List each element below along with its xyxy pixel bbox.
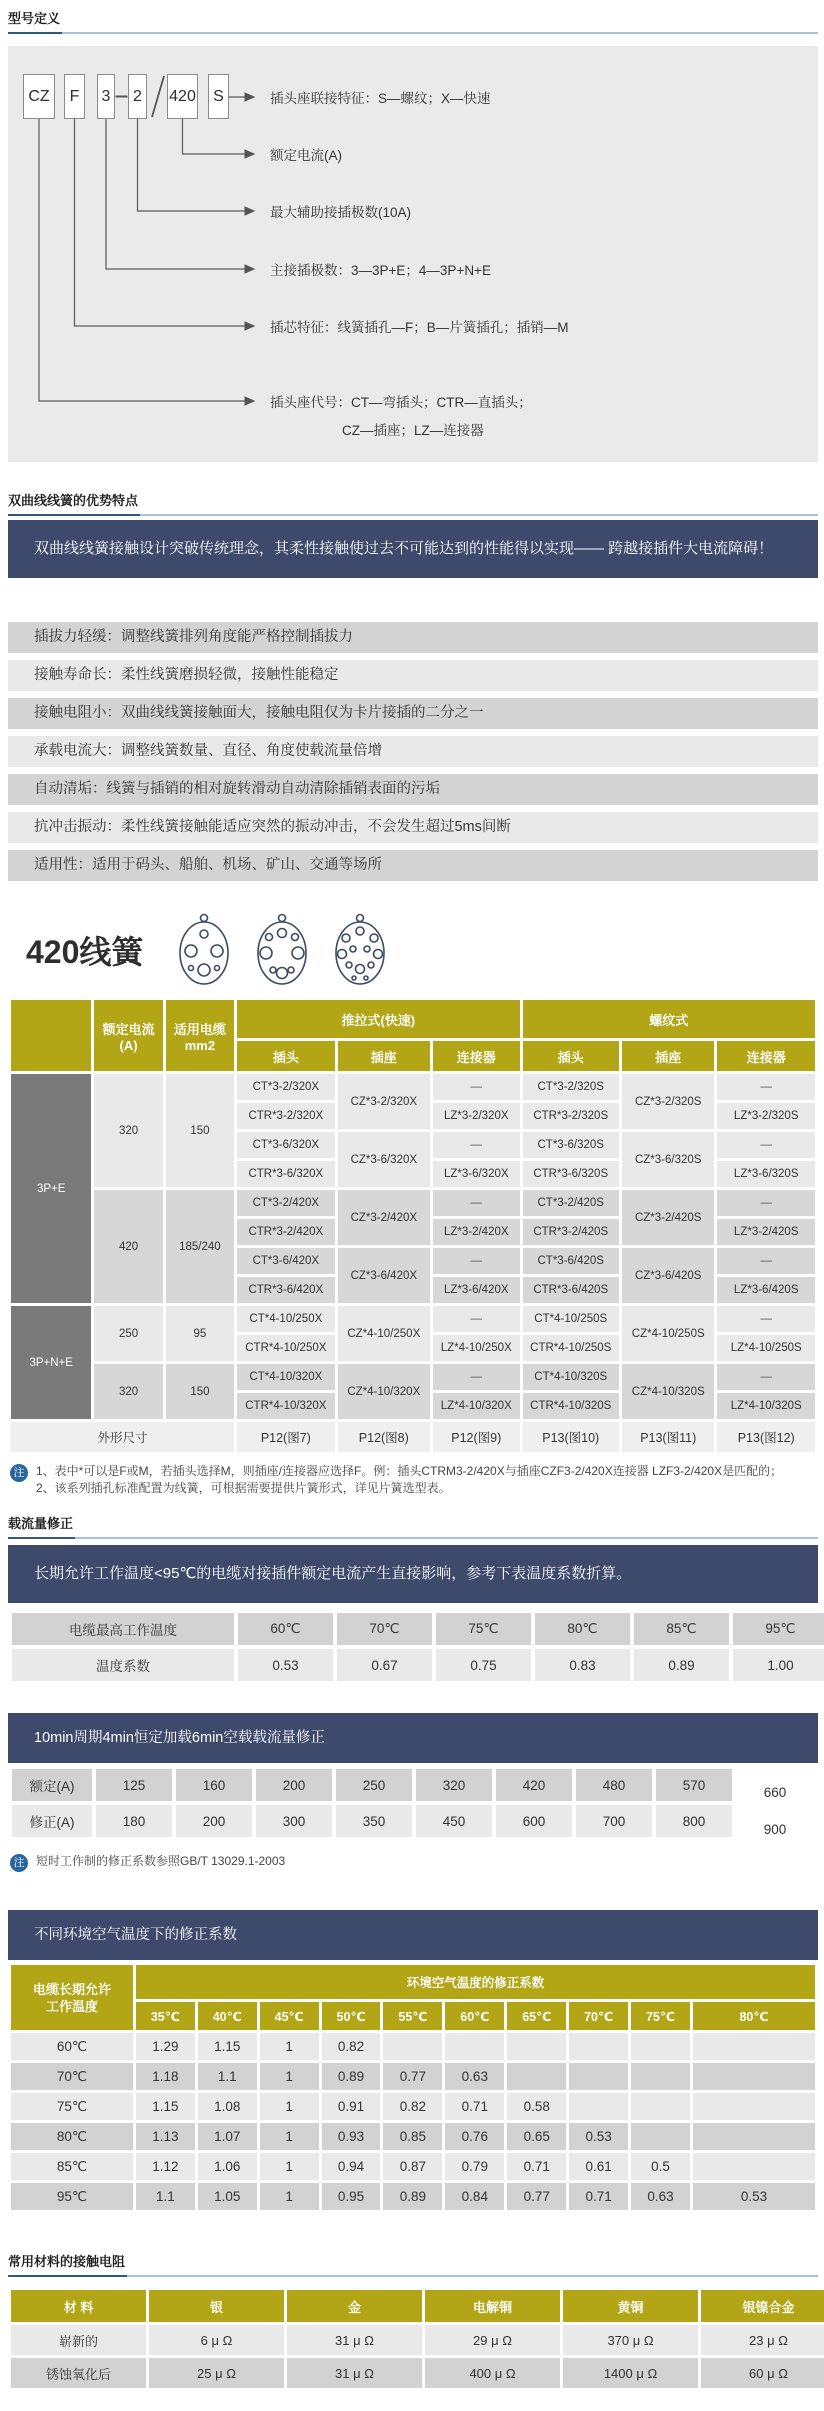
connector-face-icon-1 <box>177 912 231 988</box>
group-cell-3pe: 3P+E <box>11 1074 91 1303</box>
materials-table <box>8 2287 824 2391</box>
corrected-cell: 350 <box>336 1805 412 1837</box>
coeff-cell <box>631 2123 690 2150</box>
heading-rule <box>140 514 818 516</box>
row-label: 60℃ <box>11 2033 133 2060</box>
row-label: 80℃ <box>11 2123 133 2150</box>
model-cell: CTR*3-6/320X <box>237 1161 334 1187</box>
coeff-cell: 0.85 <box>383 2123 442 2150</box>
empty-dash-cell: — <box>433 1248 519 1274</box>
resistance-cell: 25 μ Ω <box>149 2358 284 2388</box>
row-label: 85℃ <box>11 2153 133 2180</box>
empty-dash-cell: — <box>433 1074 519 1100</box>
col-header-gold: 金 <box>287 2290 422 2322</box>
model-cell: CTR*3-2/420X <box>237 1219 334 1245</box>
coeff-cell: 0.63 <box>445 2063 504 2090</box>
row-label: 崭新的 <box>11 2325 146 2355</box>
coeff-cell: 0.75 <box>436 1649 531 1681</box>
model-cell: LZ*3-6/320S <box>717 1161 815 1187</box>
note-text: 短时工作制的修正系数参照GB/T 13029.1-2003 <box>36 1854 286 1868</box>
feature-item: 接触电阻小：双曲线线簧接触面大，接触电阻仅为卡片接插的二分之一 <box>8 698 818 729</box>
coeff-cell: 1.15 <box>198 2033 257 2060</box>
coeff-cell: 0.61 <box>569 2153 628 2180</box>
row-label: 70℃ <box>11 2063 133 2090</box>
model-cell: CTR*3-6/420X <box>237 1277 334 1303</box>
model-cell: CT*4-10/320S <box>523 1364 619 1390</box>
temp-cell: 85℃ <box>634 1613 729 1645</box>
col-header-push-pull: 推拉式(快速) <box>237 1000 519 1038</box>
header-unit: mm2 <box>184 1037 216 1053</box>
ambient-temp-header: 55℃ <box>383 2002 442 2030</box>
coeff-cell: 1.05 <box>198 2183 257 2210</box>
ambient-temp-header: 50℃ <box>322 2002 381 2030</box>
model-cell: CTR*3-6/320S <box>523 1161 619 1187</box>
label-rated-current: 额定电流(A) <box>270 148 342 163</box>
coeff-cell: 0.53 <box>569 2123 628 2150</box>
model-cell: CTR*3-2/320S <box>523 1103 619 1129</box>
heading-rule <box>62 32 818 34</box>
temp-cell: 80℃ <box>535 1613 630 1645</box>
resistance-cell: 31 μ Ω <box>287 2325 422 2355</box>
dim-cell: P12(图8) <box>338 1422 430 1452</box>
section-title: 载流量修正 <box>8 1513 75 1539</box>
label-code-line2: CZ—插座；LZ—连接器 <box>342 423 484 438</box>
temperature-coefficient-table <box>8 1609 824 1685</box>
label-core-feature: 插芯特征：线簧插孔—F；B—片簧插孔；插销—M <box>270 320 569 335</box>
resistance-cell: 23 μ Ω <box>701 2325 824 2355</box>
coeff-cell: 0.93 <box>322 2123 381 2150</box>
note-line: 2、该系列插孔标准配置为线簧，可根据需要提供片簧形式，详见片簧选型表。 <box>36 1481 451 1495</box>
outline-dims-label: 外形尺寸 <box>11 1422 234 1452</box>
note-icon: 注 <box>10 1464 28 1482</box>
temp-cell: 95℃ <box>733 1613 824 1645</box>
model-cell: CTR*4-10/250X <box>237 1335 334 1361</box>
coeff-cell: 0.53 <box>693 2183 815 2210</box>
label-aux-poles: 最大辅助接插极数(10A) <box>270 205 412 220</box>
section-title: 型号定义 <box>8 8 62 34</box>
col-header-rated-current <box>94 1000 162 1071</box>
ambient-temp-header: 80℃ <box>693 2002 815 2030</box>
model-cell: LZ*4-10/320S <box>717 1393 815 1419</box>
feature-item: 接触寿命长：柔性线簧磨损轻微，接触性能稳定 <box>8 660 818 691</box>
model-cell: CZ*3-6/320X <box>338 1132 430 1187</box>
coeff-cell <box>383 2033 442 2060</box>
coeff-cell: 0.71 <box>507 2153 566 2180</box>
dim-cell: P13(图12) <box>717 1422 815 1452</box>
model-cell: CTR*3-2/420S <box>523 1219 619 1245</box>
derating-banner-2: 10min周期4min恒定加载6min空载载流量修正 <box>8 1713 818 1763</box>
row-header: 额定(A) <box>12 1769 92 1801</box>
row-label: 锈蚀氧化后 <box>11 2358 146 2388</box>
coeff-cell: 0.71 <box>445 2093 504 2120</box>
extra-top-value: 660 <box>763 1785 787 1800</box>
resistance-cell: 1400 μ Ω <box>563 2358 698 2388</box>
empty-dash-cell: — <box>717 1364 815 1390</box>
col-header-cable-temp <box>11 1965 133 2030</box>
coeff-cell: 1.06 <box>198 2153 257 2180</box>
col-header-silver-nickel: 银镍合金 <box>701 2290 824 2322</box>
coeff-cell <box>693 2063 815 2090</box>
empty-dash-cell: — <box>433 1132 519 1158</box>
section-heading-advantages <box>8 490 818 516</box>
coeff-cell: 0.89 <box>383 2183 442 2210</box>
extra-values-cell <box>736 1769 814 1837</box>
product-heading-row <box>8 911 818 989</box>
col-header-plug: 插头 <box>523 1041 619 1071</box>
feature-item: 抗冲击振动：柔性线簧接触能适应突然的振动冲击，不会发生超过5ms间断 <box>8 812 818 843</box>
col-header-cable <box>166 1000 234 1071</box>
corrected-cell: 300 <box>256 1805 332 1837</box>
resistance-cell: 29 μ Ω <box>425 2325 560 2355</box>
empty-dash-cell: — <box>433 1306 519 1332</box>
dim-cell: P13(图11) <box>622 1422 714 1452</box>
header-line: 电缆长期允许 <box>32 1981 111 1997</box>
corrected-cell: 450 <box>416 1805 492 1837</box>
header-line: 工作温度 <box>45 1998 98 2014</box>
col-header-ambient-span: 环境空气温度的修正系数 <box>136 1965 815 1999</box>
cable-cell: 95 <box>166 1306 234 1361</box>
cable-cell: 150 <box>166 1074 234 1187</box>
coeff-cell: 0.82 <box>383 2093 442 2120</box>
dim-cell: P12(图7) <box>237 1422 334 1452</box>
rated-cell: 250 <box>336 1769 412 1801</box>
row-label: 95℃ <box>11 2183 133 2210</box>
note-icon: 注 <box>10 1854 28 1872</box>
col-header-plug: 插头 <box>237 1041 334 1071</box>
table-corner-cell <box>11 1000 91 1071</box>
coeff-cell: 1.1 <box>198 2063 257 2090</box>
coeff-cell: 0.82 <box>322 2033 381 2060</box>
coeff-cell <box>569 2033 628 2060</box>
empty-dash-cell: — <box>433 1190 519 1216</box>
coeff-cell: 1 <box>260 2033 319 2060</box>
section-heading-materials <box>8 2251 818 2277</box>
coeff-cell: 0.79 <box>445 2153 504 2180</box>
coeff-cell <box>569 2063 628 2090</box>
model-cell: CZ*3-2/420S <box>622 1190 714 1245</box>
coeff-cell: 0.87 <box>383 2153 442 2180</box>
coeff-cell <box>507 2063 566 2090</box>
coeff-cell: 0.94 <box>322 2153 381 2180</box>
note-text <box>36 1463 782 1497</box>
coeff-cell: 0.5 <box>631 2153 690 2180</box>
coeff-cell: 1.07 <box>198 2123 257 2150</box>
coeff-cell: 0.83 <box>535 1649 630 1681</box>
col-header-socket: 插座 <box>622 1041 714 1071</box>
note-line: 1、表中*可以是F或M，若插头选择M，则插座/连接器应选择F。例：插头CTRM3-2/420X与插座CZF3-2/420X连接器 LZF3-2/420X是匹配的； <box>36 1464 783 1478</box>
model-cell: CT*4-10/320X <box>237 1364 334 1390</box>
coeff-cell: 0.76 <box>445 2123 504 2150</box>
current-cell: 320 <box>94 1074 162 1187</box>
coeff-cell <box>693 2033 815 2060</box>
row-header: 修正(A) <box>12 1805 92 1837</box>
col-header-material: 材 料 <box>11 2290 146 2322</box>
slash-separator <box>152 76 164 117</box>
coeff-cell: 0.53 <box>238 1649 333 1681</box>
label-connect-feature: 插头座联接特征：S—螺纹；X—快速 <box>270 91 491 106</box>
dim-cell: P13(图10) <box>523 1422 619 1452</box>
model-cell: LZ*3-6/420S <box>717 1277 815 1303</box>
corrected-cell: 180 <box>96 1805 172 1837</box>
coeff-cell: 0.71 <box>569 2183 628 2210</box>
current-cell: 420 <box>94 1190 162 1303</box>
col-header-silver: 银 <box>149 2290 284 2322</box>
model-cell: CZ*4-10/250S <box>622 1306 714 1361</box>
model-cell: CT*3-6/320S <box>523 1132 619 1158</box>
header-text: 适用电缆 <box>173 1021 226 1037</box>
ambient-temp-header: 40℃ <box>198 2002 257 2030</box>
model-cell: CT*4-10/250X <box>237 1306 334 1332</box>
feature-item: 承载电流大：调整线簧数量、直径、角度使载流量倍增 <box>8 736 818 767</box>
model-cell: LZ*3-2/420X <box>433 1219 519 1245</box>
rated-cell: 420 <box>496 1769 572 1801</box>
header-unit: (A) <box>119 1037 138 1053</box>
coeff-cell: 1.12 <box>136 2153 195 2180</box>
coeff-cell: 0.91 <box>322 2093 381 2120</box>
rated-cell: 570 <box>656 1769 732 1801</box>
model-cell: CT*3-2/320X <box>237 1074 334 1100</box>
coeff-cell: 1 <box>260 2153 319 2180</box>
coeff-cell: 0.84 <box>445 2183 504 2210</box>
feature-item: 自动清垢：线簧与插销的相对旋转滑动自动清除插销表面的污垢 <box>8 774 818 805</box>
empty-dash-cell: — <box>433 1364 519 1390</box>
rated-cell: 320 <box>416 1769 492 1801</box>
label-code-line1: 插头座代号：CT—弯插头；CTR—直插头； <box>270 395 532 410</box>
label-main-poles: 主接插极数：3—3P+E；4—3P+N+E <box>270 263 491 278</box>
coeff-cell <box>693 2123 815 2150</box>
model-cell: CZ*3-2/320X <box>338 1074 430 1129</box>
model-cell: CZ*4-10/320S <box>622 1364 714 1419</box>
model-cell: CT*3-6/420X <box>237 1248 334 1274</box>
product-series-title: 420线簧 <box>26 934 144 970</box>
coeff-cell: 1.00 <box>733 1649 824 1681</box>
coeff-cell <box>445 2033 504 2060</box>
cable-cell: 185/240 <box>166 1190 234 1303</box>
resistance-cell: 6 μ Ω <box>149 2325 284 2355</box>
header-text: 额定电流 <box>102 1021 155 1037</box>
model-cell: LZ*4-10/250S <box>717 1335 815 1361</box>
row-header: 温度系数 <box>12 1649 234 1681</box>
coeff-cell <box>631 2033 690 2060</box>
feature-item: 插拔力轻缓：调整线簧排列角度能严格控制插拔力 <box>8 622 818 653</box>
resistance-cell: 400 μ Ω <box>425 2358 560 2388</box>
coeff-cell: 1.1 <box>136 2183 195 2210</box>
empty-dash-cell: — <box>717 1306 815 1332</box>
row-header: 电缆最高工作温度 <box>12 1613 234 1645</box>
dim-cell: P12(图9) <box>433 1422 519 1452</box>
resistance-cell: 60 μ Ω <box>701 2358 824 2388</box>
code-box-s: S <box>208 74 229 119</box>
model-cell: CTR*3-2/320X <box>237 1103 334 1129</box>
ambient-temp-header: 65℃ <box>507 2002 566 2030</box>
corrected-cell: 200 <box>176 1805 252 1837</box>
code-box-2: 2 <box>128 74 147 119</box>
ambient-correction-table <box>8 1962 818 2213</box>
group-cell-3pne: 3P+N+E <box>11 1306 91 1419</box>
section-title: 常用材料的接触电阻 <box>8 2251 127 2277</box>
coeff-cell <box>631 2093 690 2120</box>
coeff-cell <box>693 2153 815 2180</box>
col-header-brass: 黄铜 <box>563 2290 698 2322</box>
model-cell: CTR*3-6/420S <box>523 1277 619 1303</box>
derating-banner-1: 长期允许工作温度<95℃的电缆对接插件额定电流产生直接影响，参考下表温度系数折算。 <box>8 1545 818 1603</box>
ambient-banner: 不同环境空气温度下的修正系数 <box>8 1910 818 1960</box>
coeff-cell: 0.63 <box>631 2183 690 2210</box>
empty-dash-cell: — <box>717 1190 815 1216</box>
col-header-copper: 电解铜 <box>425 2290 560 2322</box>
model-cell: CZ*3-6/420S <box>622 1248 714 1303</box>
code-box-f: F <box>64 74 85 119</box>
model-cell: LZ*3-2/320X <box>433 1103 519 1129</box>
resistance-cell: 370 μ Ω <box>563 2325 698 2355</box>
coeff-cell <box>569 2093 628 2120</box>
extra-bottom-value: 900 <box>763 1822 787 1837</box>
coeff-cell: 0.89 <box>634 1649 729 1681</box>
model-cell: LZ*3-2/320S <box>717 1103 815 1129</box>
ambient-temp-header: 45℃ <box>260 2002 319 2030</box>
section-title: 双曲线线簧的优势特点 <box>8 490 140 516</box>
empty-dash-cell: — <box>717 1074 815 1100</box>
col-header-socket: 插座 <box>338 1041 430 1071</box>
ambient-temp-header: 75℃ <box>631 2002 690 2030</box>
rated-cell: 125 <box>96 1769 172 1801</box>
model-cell: LZ*3-6/320X <box>433 1161 519 1187</box>
model-cell: CZ*3-6/420X <box>338 1248 430 1303</box>
heading-rule <box>127 2275 818 2277</box>
coeff-cell <box>631 2063 690 2090</box>
section-heading-model-def <box>8 8 818 34</box>
duty-note <box>8 1853 818 1872</box>
model-cell: LZ*3-2/420S <box>717 1219 815 1245</box>
code-box-420: 420 <box>167 74 198 119</box>
model-cell: CT*3-2/420X <box>237 1190 334 1216</box>
col-header-connector: 连接器 <box>717 1041 815 1071</box>
coeff-cell: 1 <box>260 2063 319 2090</box>
model-cell: LZ*4-10/250X <box>433 1335 519 1361</box>
model-cell: CTR*4-10/320S <box>523 1393 619 1419</box>
product-notes <box>8 1463 818 1497</box>
coeff-cell <box>693 2093 815 2120</box>
coeff-cell: 1.15 <box>136 2093 195 2120</box>
corrected-cell: 600 <box>496 1805 572 1837</box>
empty-dash-cell: — <box>717 1132 815 1158</box>
model-cell: CZ*3-2/320S <box>622 1074 714 1129</box>
coeff-cell: 0.89 <box>322 2063 381 2090</box>
model-cell: CTR*4-10/250S <box>523 1335 619 1361</box>
product-table <box>8 997 818 1455</box>
temp-cell: 60℃ <box>238 1613 333 1645</box>
coeff-cell: 1.18 <box>136 2063 195 2090</box>
coeff-cell <box>507 2033 566 2060</box>
corrected-cell: 700 <box>576 1805 652 1837</box>
temp-cell: 75℃ <box>436 1613 531 1645</box>
heading-rule <box>75 1537 818 1539</box>
model-cell: CZ*4-10/320X <box>338 1364 430 1419</box>
coeff-cell: 1 <box>260 2123 319 2150</box>
rated-cell: 160 <box>176 1769 252 1801</box>
resistance-cell: 31 μ Ω <box>287 2358 422 2388</box>
model-cell: CT*3-6/420S <box>523 1248 619 1274</box>
ambient-temp-header: 70℃ <box>569 2002 628 2030</box>
coeff-cell: 0.77 <box>383 2063 442 2090</box>
temp-cell: 70℃ <box>337 1613 432 1645</box>
model-definition-diagram <box>8 46 818 462</box>
connector-face-icon-3 <box>333 912 387 988</box>
ambient-temp-header: 35℃ <box>136 2002 195 2030</box>
ambient-temp-header: 60℃ <box>445 2002 504 2030</box>
coeff-cell: 0.95 <box>322 2183 381 2210</box>
model-cell: CT*3-2/320S <box>523 1074 619 1100</box>
model-cell: CT*3-2/420S <box>523 1190 619 1216</box>
connector-face-icon-2 <box>255 912 309 988</box>
model-cell: CZ*4-10/250X <box>338 1306 430 1361</box>
rated-cell: 480 <box>576 1769 652 1801</box>
empty-dash-cell: — <box>717 1248 815 1274</box>
model-cell: CZ*3-6/320S <box>622 1132 714 1187</box>
duty-cycle-table <box>8 1765 818 1841</box>
coeff-cell: 1.08 <box>198 2093 257 2120</box>
feature-item: 适用性：适用于码头、船舶、机场、矿山、交通等场所 <box>8 850 818 881</box>
coeff-cell: 0.58 <box>507 2093 566 2120</box>
corrected-cell: 800 <box>656 1805 732 1837</box>
current-cell: 320 <box>94 1364 162 1419</box>
current-cell: 250 <box>94 1306 162 1361</box>
advantages-banner: 双曲线线簧接触设计突破传统理念，其柔性接触使过去不可能达到的性能得以实现—— 跨越接插件大电流障碍！ <box>8 520 818 578</box>
coeff-cell: 0.67 <box>337 1649 432 1681</box>
col-header-threaded: 螺纹式 <box>523 1000 816 1038</box>
row-label: 75℃ <box>11 2093 133 2120</box>
cable-cell: 150 <box>166 1364 234 1419</box>
code-box-cz: CZ <box>23 74 55 119</box>
model-cell: LZ*4-10/320X <box>433 1393 519 1419</box>
coeff-cell: 1.13 <box>136 2123 195 2150</box>
model-cell: LZ*3-6/420X <box>433 1277 519 1303</box>
section-heading-derating <box>8 1513 818 1539</box>
coeff-cell: 1 <box>260 2183 319 2210</box>
coeff-cell: 0.77 <box>507 2183 566 2210</box>
code-box-3: 3 <box>97 74 115 119</box>
coeff-cell: 1.29 <box>136 2033 195 2060</box>
coeff-cell: 0.65 <box>507 2123 566 2150</box>
model-cell: CT*3-6/320X <box>237 1132 334 1158</box>
model-cell: CTR*4-10/320X <box>237 1393 334 1419</box>
coeff-cell: 1 <box>260 2093 319 2120</box>
model-cell: CT*4-10/250S <box>523 1306 619 1332</box>
col-header-connector: 连接器 <box>433 1041 519 1071</box>
rated-cell: 200 <box>256 1769 332 1801</box>
model-cell: CZ*3-2/420X <box>338 1190 430 1245</box>
